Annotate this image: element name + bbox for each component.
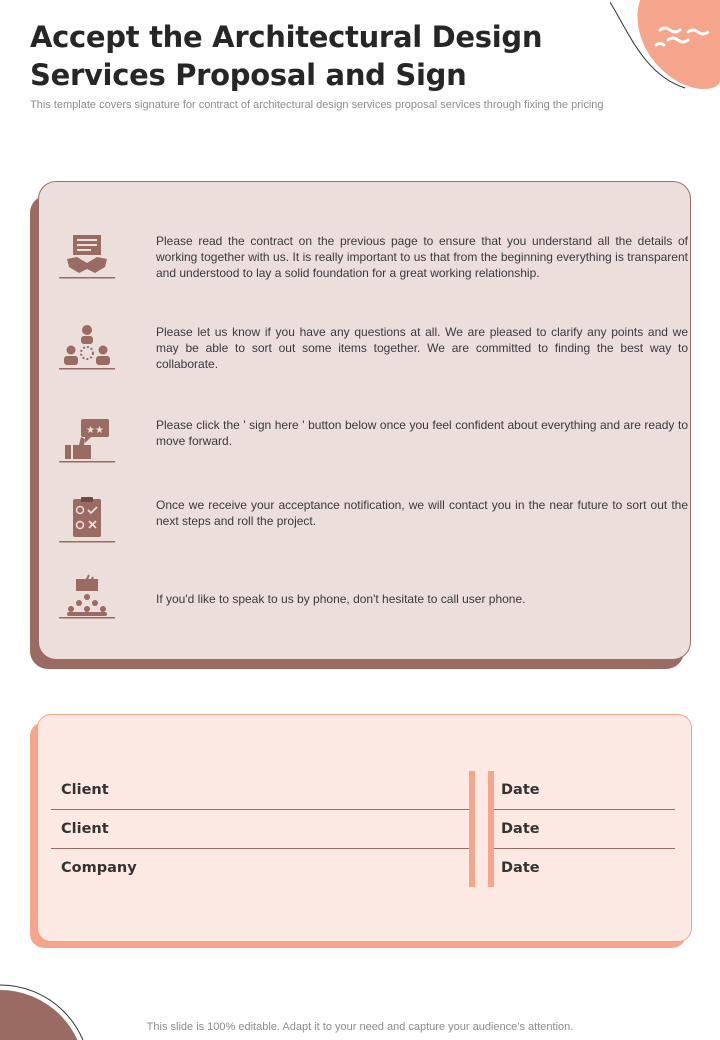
handshake-contract-icon (59, 233, 115, 281)
info-item-text: Please click the ' sign here ' button below once you feel confident about everything and are ready to move forward. (156, 418, 688, 448)
page-title (30, 18, 590, 94)
column-divider-left (469, 771, 475, 887)
checklist-clipboard-icon (59, 497, 115, 545)
phone-audience-icon (59, 573, 115, 621)
info-item-text: Please read the contract on the previous page to ensure that you understand all the details of working together with us. It is really important to us that from the beginning everything is transparent and understood to lay a solid foundation for a great working relationship. (156, 234, 688, 280)
info-card (38, 181, 691, 660)
client-label-1: Client (61, 782, 109, 798)
info-item-text: Please let us know if you have any questions at all. We are pleased to clarify any points and we may be able to sort out some items together. We are committed to finding the best way to collaborate. (156, 325, 688, 371)
client-label-2: Client (61, 821, 109, 837)
client-signature-line-2[interactable] (51, 848, 470, 849)
date-line-1[interactable] (494, 809, 675, 810)
decorative-blob-icon (610, 0, 720, 95)
thumbs-up-rating-icon (59, 417, 115, 465)
date-label-1: Date (501, 782, 540, 798)
title-line-1: Accept the Architectural Design (30, 20, 543, 54)
company-label: Company (61, 860, 137, 876)
signature-card (37, 714, 692, 942)
info-item-text: If you'd like to speak to us by phone, don't hesitate to call user phone. (156, 592, 526, 606)
footer-note: This slide is 100% editable. Adapt it to your need and capture your audience’s attention. (146, 1021, 574, 1033)
date-line-2[interactable] (494, 848, 675, 849)
client-signature-line-1[interactable] (51, 809, 470, 810)
info-item-text: Once we receive your acceptance notification, we will contact you in the near future to sort out the next steps and roll the project. (156, 498, 688, 528)
column-divider-right (488, 771, 494, 887)
team-collaboration-icon (59, 324, 115, 372)
date-label-3: Date (501, 860, 540, 876)
svg-text:★★: ★★ (86, 425, 104, 436)
title-line-2: Services Proposal and Sign (30, 58, 467, 92)
page-subtitle: This template covers signature for contract of architectural design services proposal services through fixing the pricing (30, 99, 604, 111)
date-label-2: Date (501, 821, 540, 837)
